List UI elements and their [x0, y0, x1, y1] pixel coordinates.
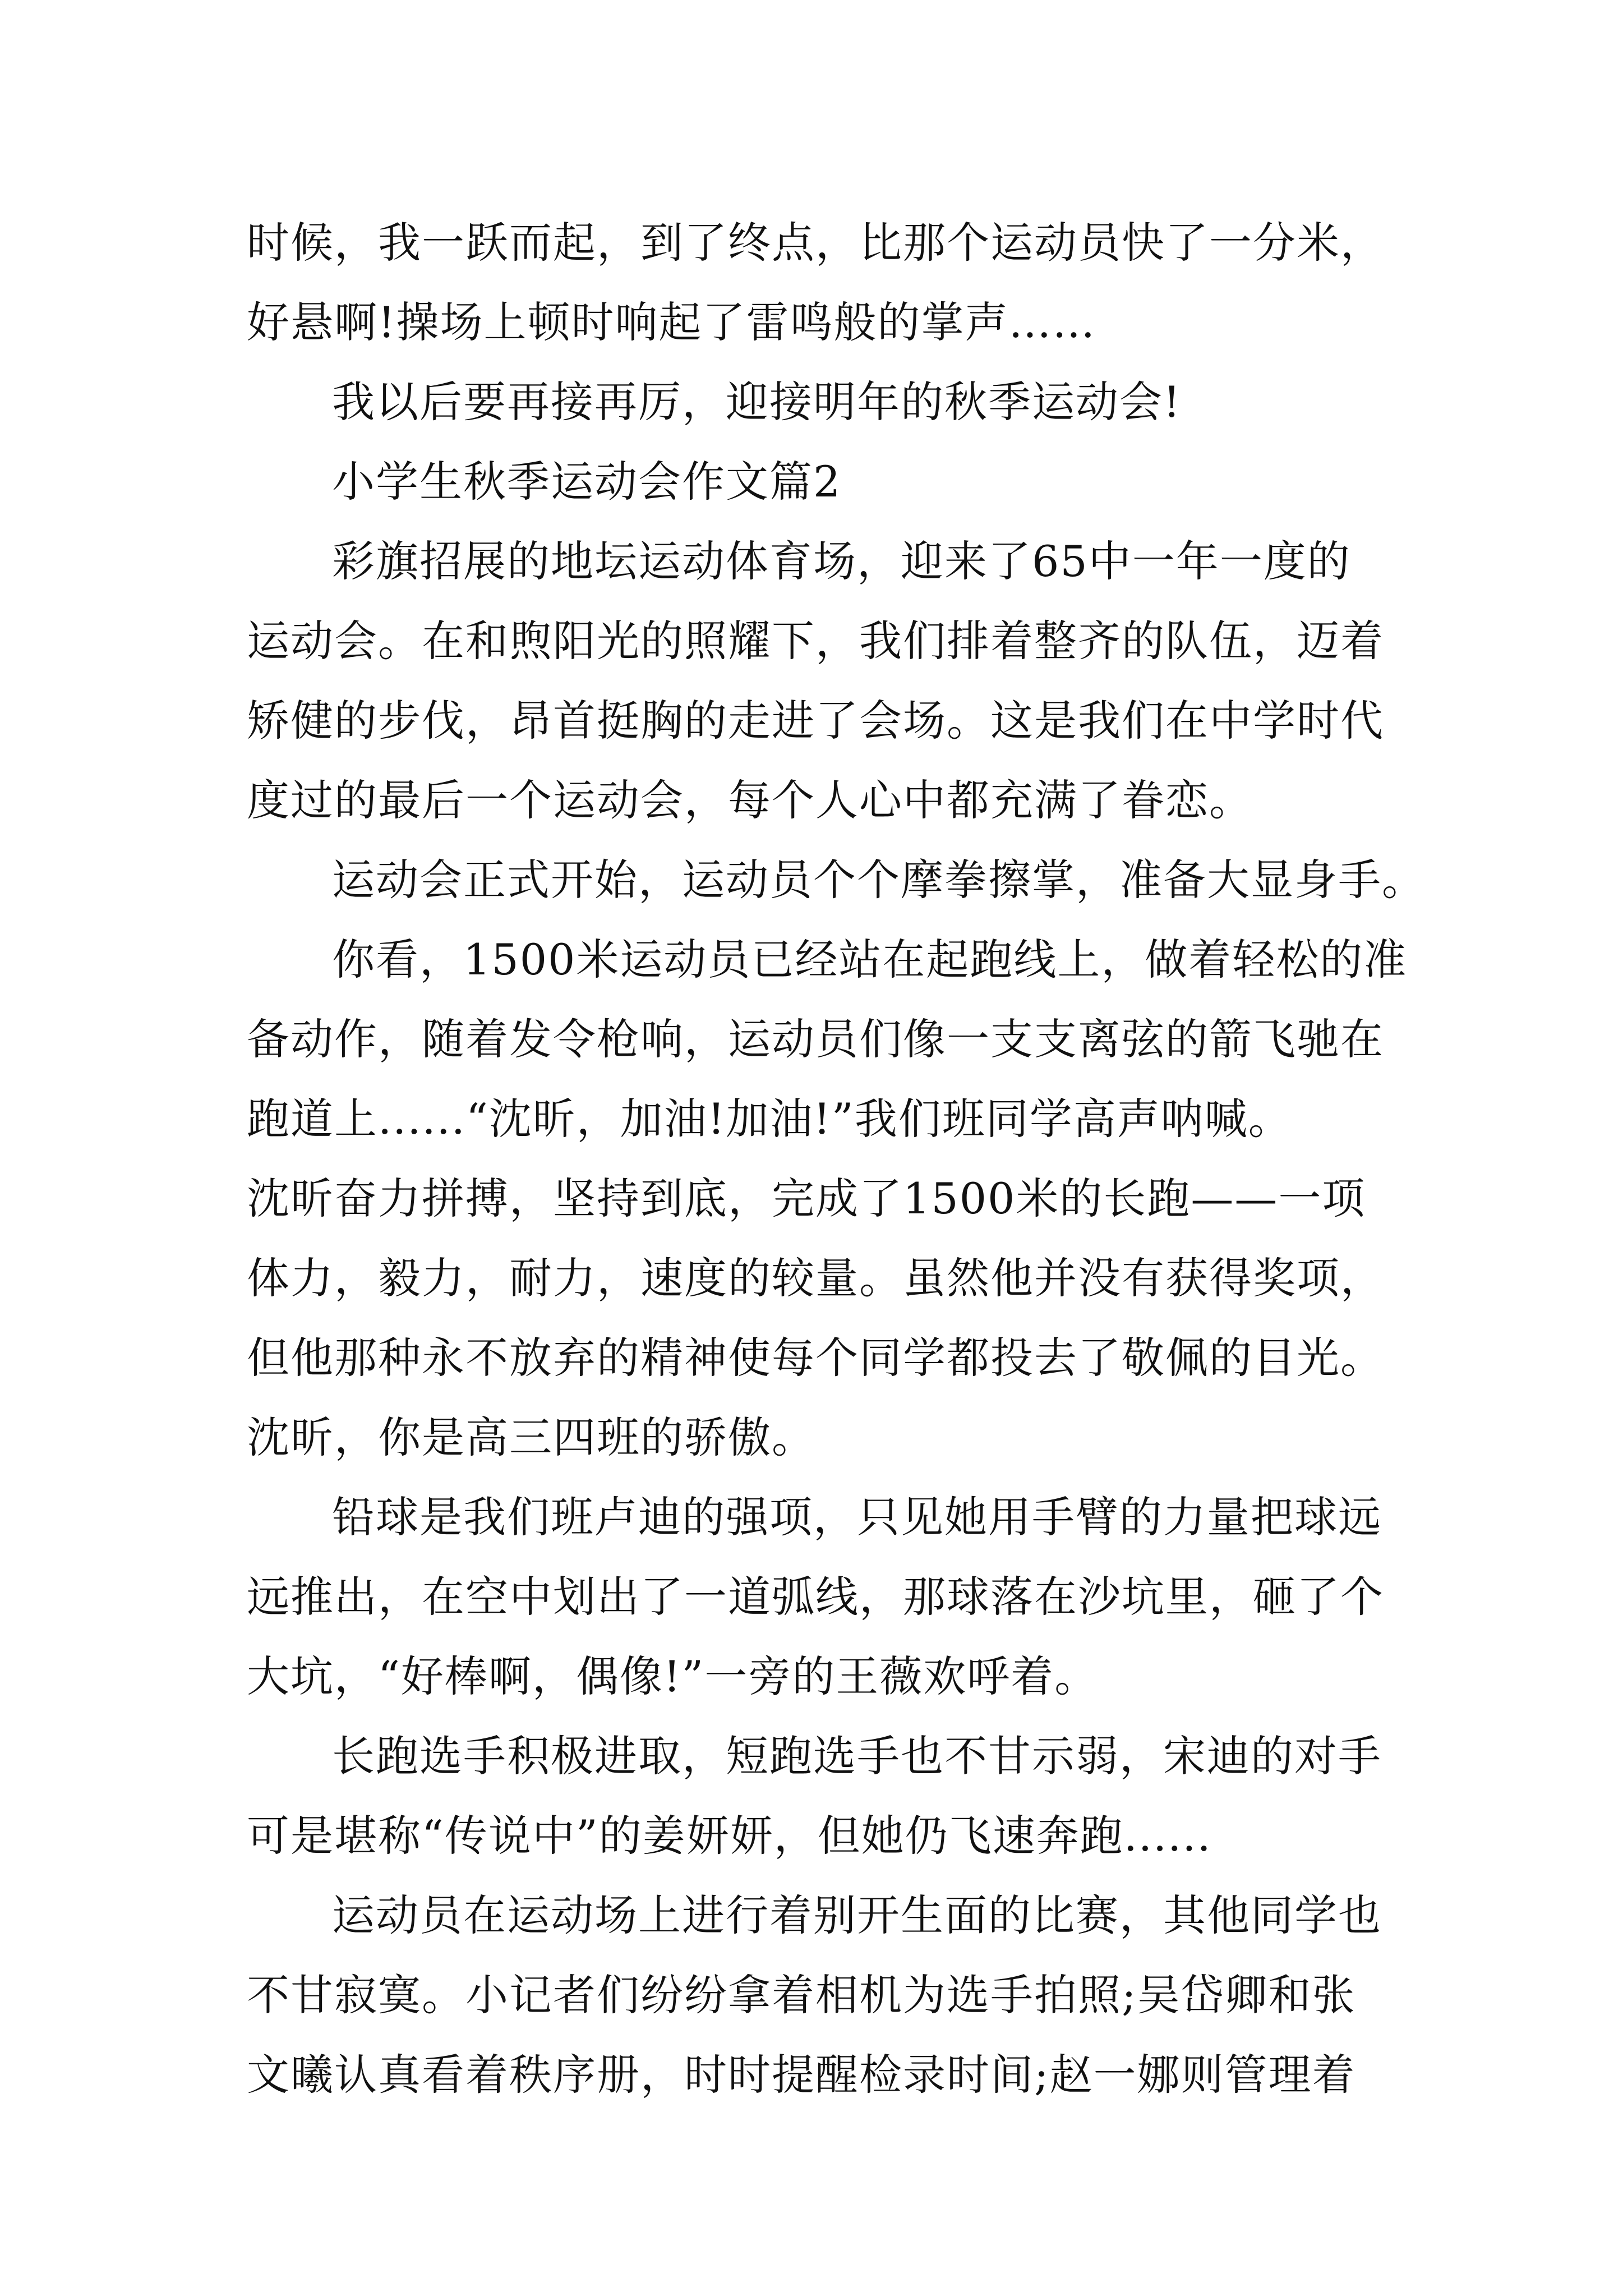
- text-line: 不甘寂寞。小记者们纷纷拿着相机为选手拍照;吴岱卿和张: [247, 1970, 1356, 2020]
- section-heading: 小学生秋季运动会作文篇2: [332, 457, 842, 507]
- text-line: 但他那种永不放弃的精神使每个同学都投去了敬佩的目光。: [247, 1333, 1384, 1383]
- text-line: 你看，1500米运动员已经站在起跑线上，做着轻松的准: [332, 935, 1408, 984]
- text-line: 运动会。在和煦阳光的照耀下，我们排着整齐的队伍，迈着: [247, 616, 1384, 666]
- text-line: 我以后要再接再厉，迎接明年的秋季运动会!: [332, 377, 1182, 427]
- text-line: 跑道上......“沈昕，加油!加油!”我们班同学高声呐喊。: [247, 1094, 1292, 1144]
- text-line: 运动会正式开始，运动员个个摩拳擦掌，准备大显身手。: [332, 855, 1426, 905]
- text-line: 体力，毅力，耐力，速度的较量。虽然他并没有获得奖项，: [247, 1253, 1384, 1303]
- text-line: 时候，我一跃而起，到了终点，比那个运动员快了一分米，: [247, 218, 1384, 268]
- text-line: 长跑选手积极进取，短跑选手也不甘示弱，宋迪的对手: [332, 1731, 1382, 1781]
- text-line: 彩旗招展的地坛运动体育场，迎来了65中一年一度的: [332, 536, 1351, 586]
- text-line: 文曦认真看着秩序册，时时提醒检录时间;赵一娜则管理着: [247, 2050, 1356, 2100]
- text-line: 矫健的步伐，昂首挺胸的走进了会场。这是我们在中学时代: [247, 696, 1384, 746]
- text-line: 运动员在运动场上进行着别开生面的比赛，其他同学也: [332, 1890, 1382, 1940]
- text-line: 远推出，在空中划出了一道弧线，那球落在沙坑里，砸了个: [247, 1572, 1384, 1622]
- text-line: 备动作，随着发令枪响，运动员们像一支支离弦的箭飞驰在: [247, 1014, 1384, 1064]
- text-line: 铅球是我们班卢迪的强项，只见她用手臂的力量把球远: [332, 1492, 1382, 1542]
- text-line: 好悬啊!操场上顿时响起了雷鸣般的掌声……: [247, 297, 1096, 347]
- text-line: 可是堪称“传说中”的姜妍妍，但她仍飞速奔跑......: [247, 1811, 1212, 1861]
- text-line: 大坑，“好棒啊，偶像!”一旁的王薇欢呼着。: [247, 1651, 1099, 1701]
- text-line: 沈昕奋力拼搏，坚持到底，完成了1500米的长跑——一项: [247, 1174, 1366, 1223]
- text-line: 沈昕，你是高三四班的骄傲。: [247, 1412, 815, 1462]
- essay-body: [247, 203, 1426, 2115]
- text-line: 度过的最后一个运动会，每个人心中都充满了眷恋。: [247, 775, 1253, 825]
